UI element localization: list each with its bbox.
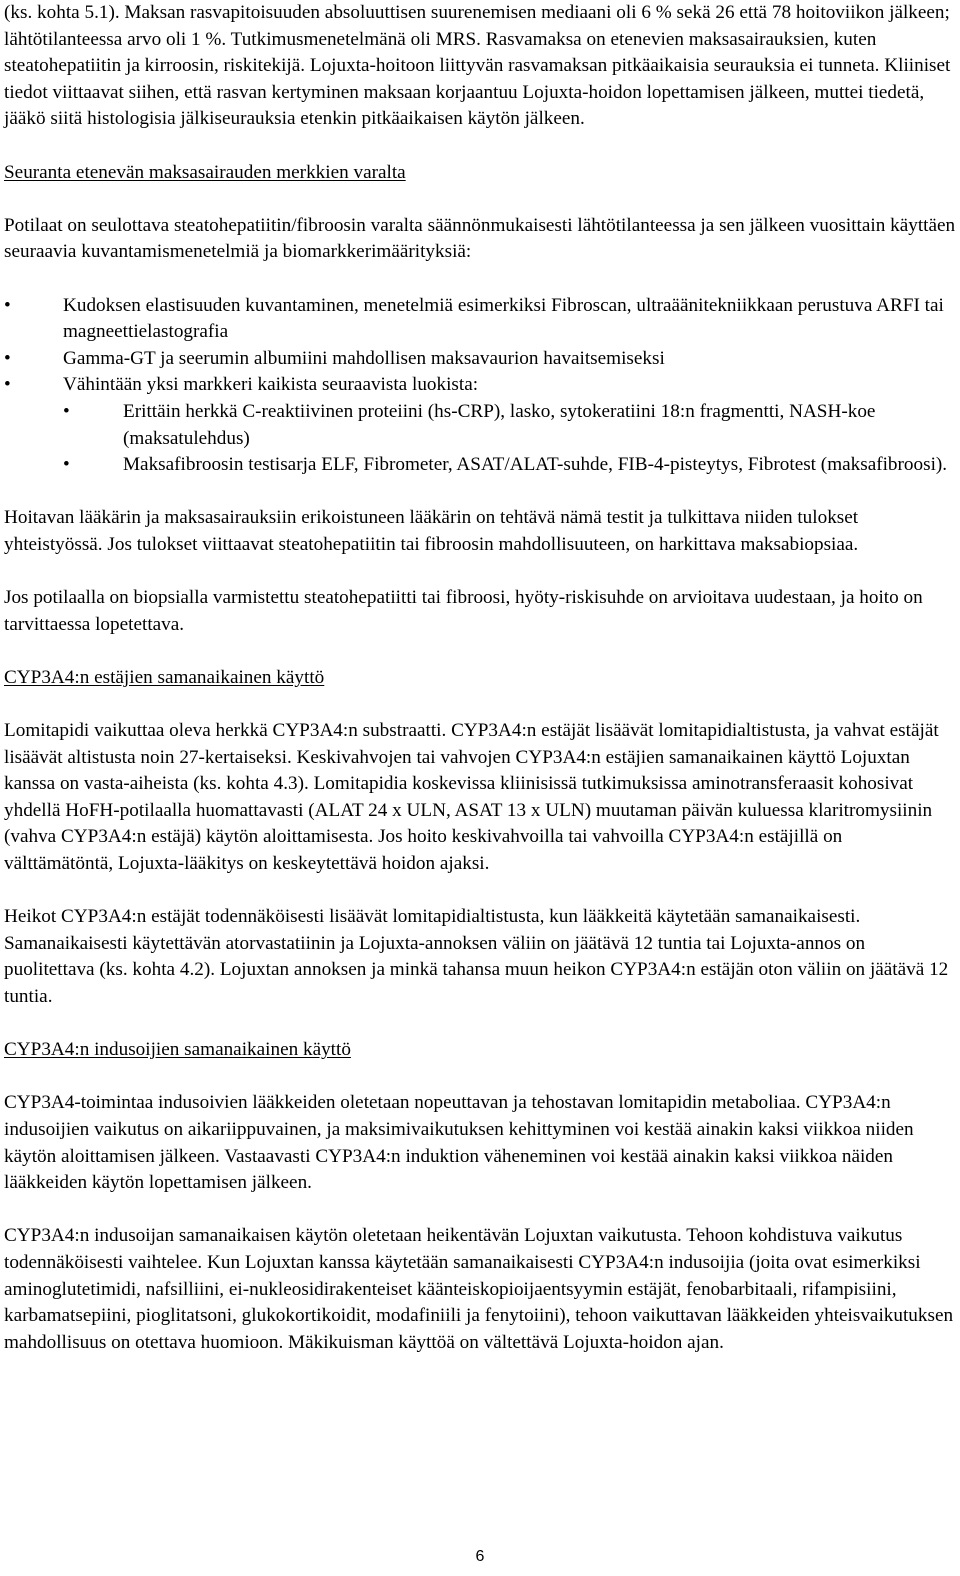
paragraph-cyp3a4-inducers: CYP3A4-toimintaa indusoivien lääkkeiden oletetaan nopeuttavan ja tehostavan lomitapidin metaboliaa. CYP3A4:n indusoijien vaikutus on aikariippuvainen, ja maksimivaikutuksen kehittyminen voi kestää ainakin kaksi viikkoa niiden käytön aloittamisen jälkeen. Vastaavasti CYP3A4:n induktion väheneminen voi kestää ainakin kaksi viikkoa näiden lääkkeiden käytön lopettamisen jälkeen.: [4, 1092, 914, 1194]
paragraph-weak-inhibitors: Heikot CYP3A4:n estäjät todennäköisesti lisäävät lomitapidialtistusta, kun lääkkeitä käytetään samanaikaisesti. Samanaikaisesti käytettävän atorvastatiinin ja Lojuxta-annoksen väliin on jäätävä 12 tuntia tai Lojuxta-annos on puolitettava (ks. kohta 4.2). Lojuxtan annoksen ja minkä tahansa muun heikon CYP3A4:n estäjän oton väliin on jäätävä 12 tuntia.: [4, 906, 949, 1007]
paragraph-screening: Potilaat on seulottava steatohepatiitin/fibroosin varalta säännönmukaisesti lähtötilanteessa ja sen jälkeen vuosittain käyttäen seuraavia kuvantamismenetelmiä ja biomarkkerimäärityksiä:: [4, 214, 956, 263]
list-item: [4, 372, 956, 478]
page-number: 6: [475, 1548, 485, 1565]
list-item-text: Kudoksen elastisuuden kuvantaminen, menetelmiä esimerkiksi Fibroscan, ultraäänitekniikkaan perustuva ARFI tai magneettielastografia: [63, 294, 944, 343]
sub-list-item-text: Erittäin herkkä C-reaktiivinen proteiini (hs-CRP), lasko, sytokeratiini 18:n fragmentti, NASH-koe (maksatulehdus): [123, 400, 876, 449]
paragraph-liver-fat: (ks. kohta 5.1). Maksan rasvapitoisuuden absoluuttisen suurenemisen mediaani oli 6 % sekä 26 että 78 hoitoviikon jälkeen; lähtötilanteessa arvo oli 1 %. Tutkimusmenetelmänä oli MRS. Rasvamaksa on etenevien maksasairauksien, kuten steatohepatiitin ja kirroosin, riskitekijä. Lojuxta-hoitoon liittyvän rasvamaksan pitkäaikaisia seurauksia ei tunneta. Kliiniset tiedot viittaavat siihen, että rasvan kertyminen maksaan korjaantuu Lojuxta-hoidon lopettamisen jälkeen, muttei tiedetä, jääkö siitä histologisia jälkiseurauksia etenkin pitkäaikaisen käytön jälkeen.: [4, 2, 951, 130]
list-item-text: Gamma-GT ja seerumin albumiini mahdollisen maksavaurion havaitsemiseksi: [63, 347, 665, 369]
sub-list-item: [63, 399, 956, 452]
paragraph-inducer-effect: CYP3A4:n indusoijan samanaikaisen käytön oletetaan heikentävän Lojuxtan vaikutusta. Tehoon kohdistuva vaikutus todennäköisesti vaihtelee. Kun Lojuxtan kanssa käytetään samanaikaisesti CYP3A4:n indusoijia (joita ovat esimerkiksi aminoglutetimidi, nafsilliini, ei-nukleosidirakenteiset käänteiskopioijaentsyymin estäjät, fenobarbitaali, rifampisiini, karbamatsepiini, pioglitatsoni, glukokortikoidit, modafiniili ja fenytoiini), tehoon vaikuttavan lääkkeiden yhteisvaikutuksen mahdollisuus on otettava huomioon. Mäkikuisman käyttöä on vältettävä Lojuxta-hoidon ajan.: [4, 1225, 954, 1353]
list-item-text: Vähintään yksi markkeri kaikista seuraavista luokista:: [63, 374, 479, 396]
paragraph-cyp3a4-inhibitors: Lomitapidi vaikuttaa oleva herkkä CYP3A4:n substraatti. CYP3A4:n estäjät lisäävät lomitapidialtistusta, ja vahvat estäjät lisäävät altistusta noin 27-kertaiseksi. Keskivahvojen tai vahvojen CYP3A4:n estäjien samanaikainen käyttö Lojuxtan kanssa on vasta-aiheista (ks. kohta 4.3). Lomitapidia koskevissa kliinisissä tutkimuksissa aminotransferaasit kohosivat yhdellä HoFH-potilaalla huomattavasti (ALAT 24 x ULN, ASAT 13 x ULN) muutaman päivän kuluessa klaritromysiinin (vahva CYP3A4:n estäjä) käytön aloittamisesta. Jos hoito keskivahvoilla tai vahvoilla CYP3A4:n estäjillä on välttämätöntä, Lojuxta-lääkitys on keskeytettävä hoidon ajaksi.: [4, 720, 939, 874]
section-heading-monitoring: Seuranta etenevän maksasairauden merkkien varalta: [4, 161, 406, 183]
sub-list-item-text: Maksafibroosin testisarja ELF, Fibrometer, ASAT/ALAT-suhde, FIB-4-pisteytys, Fibrotest (maksafibroosi).: [123, 454, 948, 476]
sub-bullet-list: [63, 399, 956, 479]
document-page: [4, 0, 956, 1356]
paragraph-biopsy: Jos potilaalla on biopsialla varmistettu steatohepatiitti tai fibroosi, hyöty-riskisuhde on arvioitava uudestaan, ja hoito on tarvittaessa lopetettava.: [4, 587, 923, 635]
list-item: [4, 346, 956, 373]
section-heading-cyp3a4-inhibitors: CYP3A4:n estäjien samanaikainen käyttö: [4, 666, 325, 688]
section-heading-cyp3a4-inducers: CYP3A4:n indusoijien samanaikainen käyttö: [4, 1039, 351, 1061]
paragraph-physician-cooperation: Hoitavan lääkärin ja maksasairauksiin erikoistuneen lääkärin on tehtävä nämä testit ja tulkittava niiden tulokset yhteistyössä. Jos tulokset viittaavat steatohepatiitin tai fibroosin mahdollisuuteen, on harkittava maksabiopsiaa.: [4, 507, 859, 555]
bullet-list: [4, 293, 956, 479]
list-item: [4, 293, 956, 346]
sub-list-item: [63, 452, 956, 479]
